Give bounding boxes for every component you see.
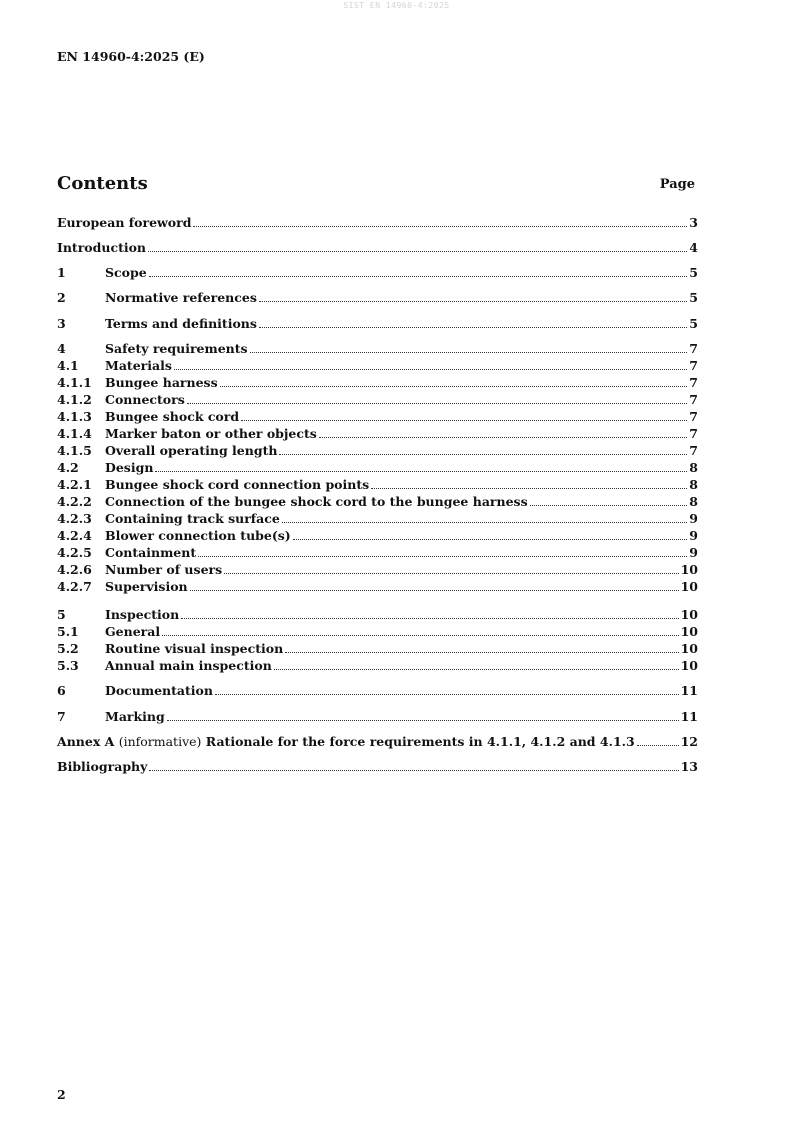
toc-section-number: 4.1.1 xyxy=(57,375,92,390)
toc-section-title: Normative references xyxy=(105,290,257,305)
toc-section-number: 5.3 xyxy=(57,658,79,673)
toc-page-number: 10 xyxy=(680,607,698,622)
toc-page-number: 12 xyxy=(680,734,698,749)
toc-entry[interactable] xyxy=(57,476,698,492)
toc-entry[interactable] xyxy=(57,758,698,774)
toc-dot-leader xyxy=(155,470,687,472)
toc-entry[interactable] xyxy=(57,340,698,356)
toc-entry[interactable] xyxy=(57,493,698,509)
toc-section-number: 4.2.6 xyxy=(57,562,92,577)
toc-entry[interactable] xyxy=(57,425,698,441)
toc-dot-leader xyxy=(174,368,687,370)
toc-entry[interactable] xyxy=(57,391,698,407)
page-number: 2 xyxy=(57,1087,66,1102)
toc-page-number: 9 xyxy=(689,528,698,543)
toc-section-title: Inspection xyxy=(105,607,180,622)
contents-title: Contents xyxy=(57,173,148,194)
toc-page-number: 8 xyxy=(689,460,698,475)
toc-section-number: 5.1 xyxy=(57,624,79,639)
page-column-label: Page xyxy=(659,177,695,192)
contents-heading-row xyxy=(57,173,697,197)
toc-dot-leader xyxy=(224,572,678,574)
toc-entry[interactable] xyxy=(57,510,698,526)
toc-section-number: 5.2 xyxy=(57,641,79,656)
toc-dot-leader xyxy=(241,419,687,421)
toc-section-title: Containing track surface xyxy=(105,511,280,526)
toc-section-number: 4.2.5 xyxy=(57,545,92,560)
toc-section-title: Overall operating length xyxy=(105,443,278,458)
toc-page-number: 4 xyxy=(689,240,698,255)
toc-section-title: Materials xyxy=(105,358,172,373)
toc-section-number: 4.2.4 xyxy=(57,528,92,543)
toc-section-title: Annual main inspection xyxy=(105,658,272,673)
toc-entry[interactable] xyxy=(57,442,698,458)
toc-section-number: 1 xyxy=(57,265,66,280)
toc-section-title: Safety requirements xyxy=(105,341,248,356)
toc-page-number: 10 xyxy=(680,579,698,594)
toc-dot-leader xyxy=(190,589,679,591)
toc-section-title: Connection of the bungee shock cord to the bungee harness xyxy=(105,494,528,509)
toc-section-number: 6 xyxy=(57,683,66,698)
toc-dot-leader xyxy=(149,275,688,277)
toc-section-title: Scope xyxy=(105,265,147,280)
toc-dot-leader xyxy=(637,744,679,746)
toc-section-title: Marking xyxy=(105,709,165,724)
toc-page-number: 10 xyxy=(680,641,698,656)
toc-section-title: Number of users xyxy=(105,562,223,577)
toc-entry[interactable] xyxy=(57,708,698,724)
watermark: SIST EN 14960-4:2025 xyxy=(343,1,450,10)
toc-section-title: General xyxy=(105,624,161,639)
toc-section-title: Supervision xyxy=(105,579,188,594)
toc-section-number: 4.1.2 xyxy=(57,392,92,407)
toc-section-title: Introduction xyxy=(57,240,147,255)
toc-section-title: Blower connection tube(s) xyxy=(105,528,291,543)
toc-entry[interactable] xyxy=(57,623,698,639)
toc-section-title: Marker baton or other objects xyxy=(105,426,317,441)
toc-section-number: 4.2.1 xyxy=(57,477,92,492)
toc-dot-leader xyxy=(187,402,688,404)
toc-section-number: 4.2.3 xyxy=(57,511,92,526)
toc-section-number: 4.1.5 xyxy=(57,443,92,458)
toc-entry[interactable] xyxy=(57,315,698,331)
toc-dot-leader xyxy=(371,487,687,489)
toc-entry[interactable] xyxy=(57,606,698,622)
toc-page-number: 7 xyxy=(689,392,698,407)
toc-section-title: Bungee shock cord xyxy=(105,409,240,424)
toc-page-number: 7 xyxy=(689,358,698,373)
toc-section-title: Connectors xyxy=(105,392,185,407)
toc-dot-leader xyxy=(215,693,679,695)
toc-dot-leader xyxy=(149,769,678,771)
toc-dot-leader xyxy=(259,300,687,302)
toc-section-number: 2 xyxy=(57,290,66,305)
toc-annex-note: (informative) xyxy=(118,734,202,749)
toc-entry[interactable] xyxy=(57,264,698,280)
toc-page-number: 8 xyxy=(689,477,698,492)
toc-dot-leader xyxy=(181,617,678,619)
toc-page-number: 11 xyxy=(680,709,698,724)
toc-dot-leader xyxy=(259,326,687,328)
toc-annex-label: Annex A xyxy=(57,734,115,749)
toc-section-title: Routine visual inspection xyxy=(105,641,284,656)
toc-section-number: 4.1 xyxy=(57,358,79,373)
toc-dot-leader xyxy=(167,719,679,721)
toc-page-number: 7 xyxy=(689,426,698,441)
toc-section-number: 4.2 xyxy=(57,460,79,475)
toc-section-number: 7 xyxy=(57,709,66,724)
toc-page-number: 8 xyxy=(689,494,698,509)
toc-page-number: 3 xyxy=(689,215,698,230)
toc-section-number: 3 xyxy=(57,316,66,331)
toc-section-number: 4.1.3 xyxy=(57,409,92,424)
toc-section-title: Bungee shock cord connection points xyxy=(105,477,370,492)
toc-dot-leader xyxy=(198,555,687,557)
toc-dot-leader xyxy=(279,453,687,455)
toc-page-number: 5 xyxy=(689,290,698,305)
toc-entry[interactable] xyxy=(57,289,698,305)
toc-section-title xyxy=(57,735,635,749)
toc-entry[interactable] xyxy=(57,561,698,577)
toc-page-number: 5 xyxy=(689,316,698,331)
toc-dot-leader xyxy=(319,436,687,438)
toc-page-number: 7 xyxy=(689,375,698,390)
toc-dot-leader xyxy=(250,351,688,353)
toc-page-number: 9 xyxy=(689,545,698,560)
toc-section-title: Bibliography xyxy=(57,759,148,774)
toc-entry[interactable] xyxy=(57,459,698,475)
toc-page-number: 10 xyxy=(680,624,698,639)
toc-page-number: 7 xyxy=(689,341,698,356)
toc-section-number: 4 xyxy=(57,341,66,356)
toc-entry[interactable] xyxy=(57,657,698,673)
toc-dot-leader xyxy=(293,538,688,540)
toc-page-number: 13 xyxy=(680,759,698,774)
toc-section-title: Bungee harness xyxy=(105,375,218,390)
toc-section-title: Containment xyxy=(105,545,197,560)
toc-entry[interactable] xyxy=(57,357,698,373)
toc-entry[interactable] xyxy=(57,682,698,698)
toc-annex-title: Rationale for the force requirements in 4.1.1, 4.1.2 and 4.1.3 xyxy=(205,734,635,749)
toc-entry[interactable] xyxy=(57,544,698,560)
toc-entry[interactable] xyxy=(57,578,698,594)
toc-section-title: Design xyxy=(105,460,154,475)
toc-page-number: 7 xyxy=(689,409,698,424)
toc-section-number: 4.2.2 xyxy=(57,494,92,509)
toc-section-title: Documentation xyxy=(105,683,213,698)
toc-dot-leader xyxy=(285,651,678,653)
toc-page-number: 10 xyxy=(680,658,698,673)
toc-section-title: European foreword xyxy=(57,215,192,230)
toc-page-number: 11 xyxy=(680,683,698,698)
toc-entry[interactable] xyxy=(57,733,698,749)
toc-entry[interactable] xyxy=(57,527,698,543)
toc-page-number: 5 xyxy=(689,265,698,280)
toc-section-number: 4.2.7 xyxy=(57,579,92,594)
toc-section-number: 4.1.4 xyxy=(57,426,92,441)
toc-dot-leader xyxy=(274,668,679,670)
toc-dot-leader xyxy=(193,225,687,227)
toc-page-number: 10 xyxy=(680,562,698,577)
toc-page-number: 9 xyxy=(689,511,698,526)
toc-entry[interactable] xyxy=(57,239,698,255)
toc-section-number: 5 xyxy=(57,607,66,622)
toc-entry[interactable] xyxy=(57,408,698,424)
toc-dot-leader xyxy=(162,634,678,636)
toc-page-number: 7 xyxy=(689,443,698,458)
toc-entry[interactable] xyxy=(57,640,698,656)
toc-dot-leader xyxy=(530,504,688,506)
toc-section-title: Terms and definitions xyxy=(105,316,257,331)
toc-entry[interactable] xyxy=(57,214,698,230)
document-id: EN 14960-4:2025 (E) xyxy=(57,49,205,64)
toc-dot-leader xyxy=(148,250,687,252)
toc-dot-leader xyxy=(282,521,687,523)
toc-dot-leader xyxy=(220,385,688,387)
toc-entry[interactable] xyxy=(57,374,698,390)
